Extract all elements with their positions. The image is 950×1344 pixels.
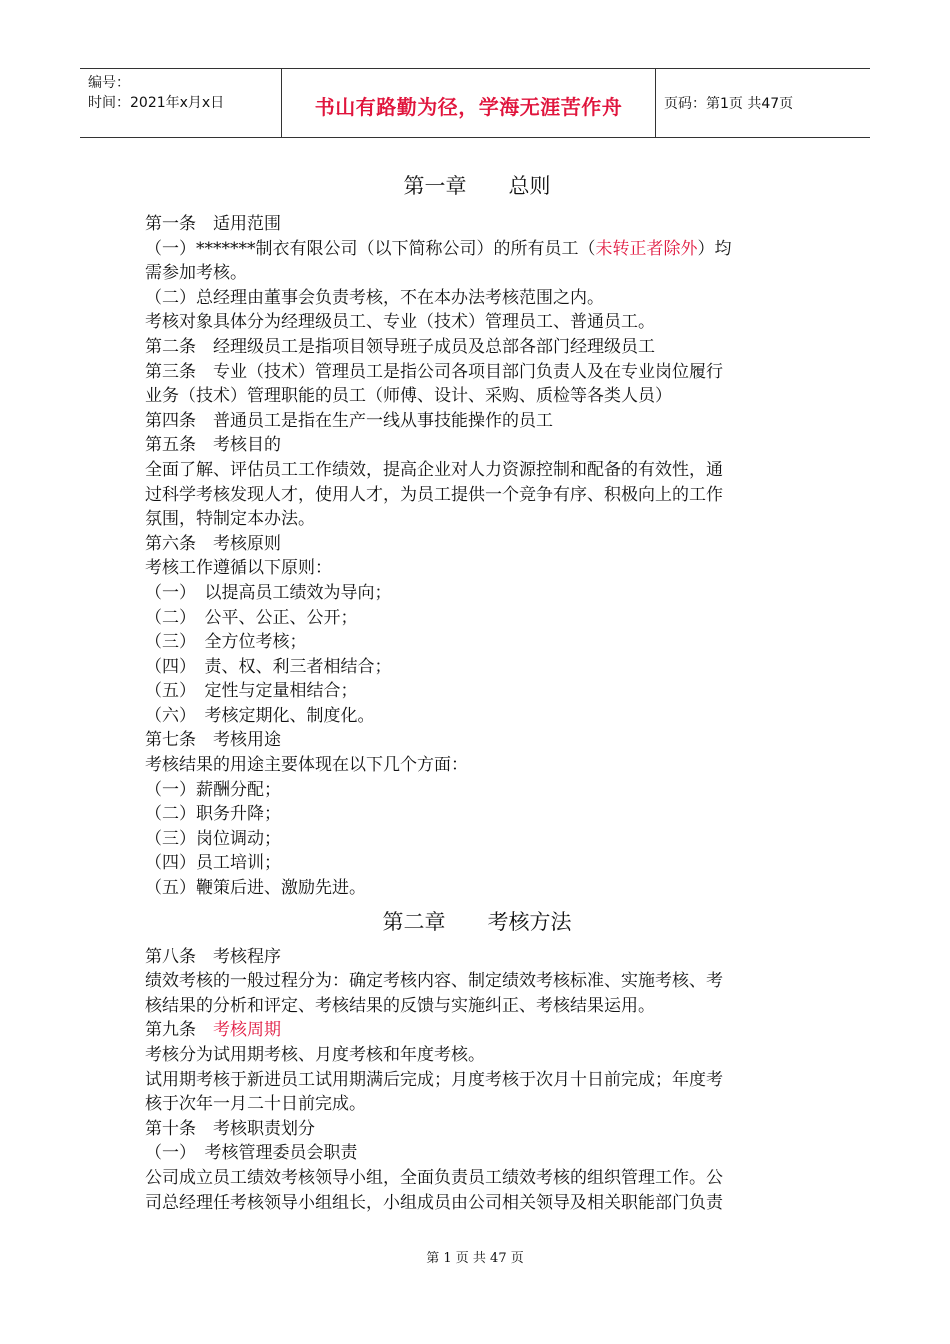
paragraph-line: 核于次年一月二十日前完成。	[145, 1094, 366, 1115]
header-meta	[88, 73, 224, 113]
document-number-label: 编号：	[88, 75, 130, 91]
paragraph-line: 全面了解、评估员工工作绩效，提高企业对人力资源控制和配备的有效性，通	[145, 459, 723, 480]
page-header	[80, 68, 870, 138]
paragraph-line: （二）总经理由董事会负责考核，不在本办法考核范围之内。	[145, 287, 604, 308]
paragraph-line: 考核分为试用期考核、月度考核和年度考核。	[145, 1045, 485, 1065]
header-divider	[655, 69, 656, 137]
highlighted-text: 考核周期	[213, 1020, 281, 1041]
paragraph-line: 需参加考核。	[145, 263, 247, 284]
paragraph-line: 试用期考核于新进员工试用期满后完成；月度考核于次月十日前完成；年度考	[145, 1069, 723, 1090]
list-item: （二）职务升降；	[145, 804, 281, 825]
list-item: （一）薪酬分配；	[145, 779, 281, 800]
list-item: （四） 责、权、利三者相结合；	[145, 656, 392, 677]
header-page-code: 页码：第1页 共47页	[664, 96, 794, 112]
chapter-title: 第二章 考核方法	[382, 909, 572, 934]
header-motto: 书山有路勤为径，学海无涯苦作舟	[314, 95, 623, 119]
list-item: （五） 定性与定量相结合；	[145, 681, 358, 702]
list-item: （一） 考核管理委员会职责	[145, 1143, 358, 1164]
paragraph-line: 绩效考核的一般过程分为：确定考核内容、制定绩效考核标准、实施考核、考	[145, 971, 723, 992]
article-heading: 第九条 考核周期	[145, 1020, 281, 1041]
list-item: （三）岗位调动；	[145, 828, 281, 849]
list-item: （一） 以提高员工绩效为导向；	[145, 582, 392, 603]
article-heading: 第六条 考核原则	[145, 533, 281, 554]
paragraph-line: 公司成立员工绩效考核领导小组，全面负责员工绩效考核的组织管理工作。公	[145, 1167, 723, 1188]
list-item: （二） 公平、公正、公开；	[145, 607, 358, 628]
paragraph-line: 考核对象具体分为经理级员工、专业（技术）管理员工、普通员工。	[145, 312, 655, 333]
list-item: （五）鞭策后进、激励先进。	[145, 878, 366, 899]
paragraph-line: 核结果的分析和评定、考核结果的反馈与实施纠正、考核结果运用。	[145, 995, 655, 1016]
document-body	[145, 168, 809, 1215]
article-heading: 第三条 专业（技术）管理员工是指公司各项目部门负责人及在专业岗位履行	[145, 361, 723, 382]
article-heading: 第一条 适用范围	[145, 214, 281, 234]
article-heading: 第十条 考核职责划分	[145, 1118, 315, 1139]
list-item: （三） 全方位考核；	[145, 632, 307, 653]
article-heading: 第五条 考核目的	[145, 435, 281, 456]
paragraph-line: （一）*******制衣有限公司（以下简称公司）的所有员工（未转正者除外）均	[145, 238, 732, 259]
article-heading: 第四条 普通员工是指在生产一线从事技能操作的员工	[145, 410, 553, 431]
paragraph-line: 考核结果的用途主要体现在以下几个方面：	[145, 755, 468, 776]
paragraph-line: 氛围，特制定本办法。	[145, 509, 315, 530]
paragraph-line: 业务（技术）管理职能的员工（师傅、设计、采购、质检等各类人员）	[145, 386, 672, 407]
article-heading: 第八条 考核程序	[145, 946, 281, 967]
highlighted-text: 未转正者除外	[595, 238, 698, 259]
page-footer: 第 1 页 共 47 页	[426, 1251, 524, 1266]
list-item: （四）员工培训；	[145, 853, 281, 874]
article-heading: 第七条 考核用途	[145, 730, 281, 751]
paragraph-line: 司总经理任考核领导小组组长，小组成员由公司相关领导及相关职能部门负责	[145, 1192, 723, 1213]
paragraph-line: 过科学考核发现人才，使用人才，为员工提供一个竞争有序、积极向上的工作	[145, 484, 723, 505]
list-item: （六） 考核定期化、制度化。	[145, 705, 375, 726]
document-time: 时间：2021年x月x日	[88, 95, 225, 111]
article-heading: 第二条 经理级员工是指项目领导班子成员及总部各部门经理级员工	[145, 336, 655, 357]
paragraph-line: 考核工作遵循以下原则：	[145, 558, 332, 579]
chapter-title: 第一章 总则	[403, 174, 551, 198]
